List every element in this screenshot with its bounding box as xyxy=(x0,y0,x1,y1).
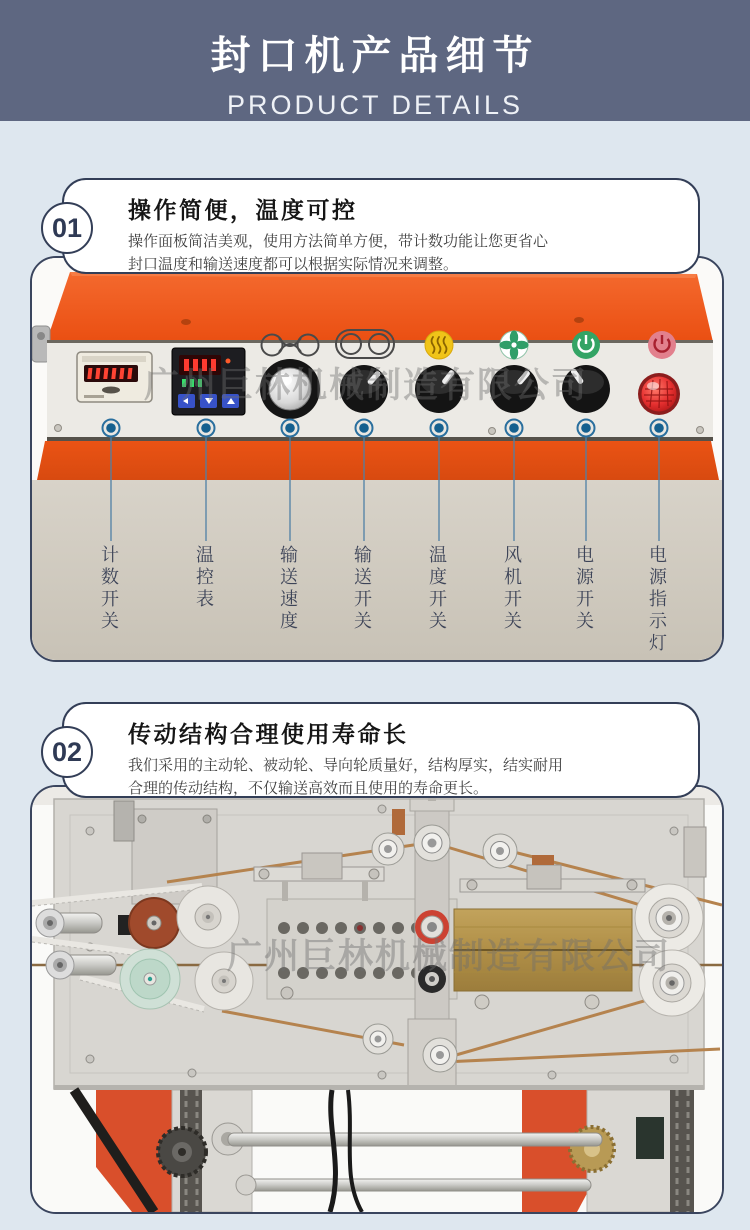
machine-front-lip xyxy=(37,441,719,480)
right-wheel-upper xyxy=(635,884,703,952)
section-02-desc-line2: 合理的传动结构，不仅输送高效而且使用的寿命更长。 xyxy=(128,780,489,797)
callout-label-conveyor-speed: 输送速度 xyxy=(278,545,298,633)
transmission-illustration xyxy=(32,787,722,1212)
power-switch-knob xyxy=(562,365,610,413)
section-02-desc-line1: 我们采用的主动轮、被动轮、导向轮质量好，结构厚实，结实耐用 xyxy=(128,757,564,774)
callout-label-power-switch: 电源开关 xyxy=(574,545,594,633)
section-01-desc-line1: 操作面板简洁美观，使用方法简单方便，带计数功能让您更省心 xyxy=(128,233,549,250)
section-02-desc xyxy=(128,754,680,800)
watermark: 广州巨林机械制造有限公司 xyxy=(144,366,589,405)
page-header xyxy=(0,0,750,121)
temperature-switch-knob xyxy=(415,365,463,413)
callout-label-temp-switch: 温度开关 xyxy=(427,545,447,633)
transmission-photo xyxy=(30,785,724,1214)
driven-wheel-green xyxy=(120,949,180,1009)
section-01-badge: 01 xyxy=(41,202,93,254)
machine-body xyxy=(32,480,722,660)
section-01-desc-line2: 封口温度和输送速度都可以根据实际情况来调整。 xyxy=(128,256,459,273)
callout-label-power-indicator: 电源指示灯 xyxy=(647,545,667,655)
roller-shaft-lower xyxy=(246,1179,591,1191)
section-01-title: 操作简便，温度可控 xyxy=(128,197,358,223)
guide-wheel-upper xyxy=(177,886,239,948)
conveyor-switch-knob xyxy=(340,365,388,413)
control-panel-illustration xyxy=(32,258,722,660)
callout-label-conveyor-switch: 输送开关 xyxy=(352,545,372,633)
temperature-controller xyxy=(172,348,245,415)
plate-shadow xyxy=(54,1085,704,1090)
watermark: 广州巨林机械制造有限公司 xyxy=(227,937,672,976)
section-02-title: 传动结构合理使用寿命长 xyxy=(128,721,409,747)
right-edge-bracket xyxy=(684,827,706,877)
callout-label-temp-controller: 温控表 xyxy=(194,545,214,611)
power-off-icon xyxy=(648,331,676,359)
bearing-dark xyxy=(418,965,446,993)
right-wheel-lower xyxy=(639,950,705,1016)
callout-label-fan-switch: 风机开关 xyxy=(502,545,522,633)
fan-icon xyxy=(500,331,529,360)
page-subtitle: PRODUCT DETAILS xyxy=(226,90,524,120)
roller-shaft-upper xyxy=(228,1133,602,1146)
guide-wheel-lower xyxy=(195,952,253,1010)
control-panel-photo xyxy=(30,256,724,662)
power-on-icon xyxy=(572,331,600,359)
section-02-card xyxy=(62,702,700,798)
callout-label-counter-switch: 计数开关 xyxy=(99,545,119,633)
counter-display xyxy=(77,352,152,402)
fan-switch-knob xyxy=(490,365,538,413)
section-01-card xyxy=(62,178,700,274)
section-02-badge: 02 xyxy=(41,726,93,778)
tensioner-block xyxy=(636,1117,664,1159)
tension-pulley-red xyxy=(415,910,449,944)
machine-top-cover xyxy=(47,272,713,342)
chain-right xyxy=(670,1090,694,1212)
page-title: 封口机产品细节 xyxy=(210,34,540,78)
heat-icon xyxy=(425,331,453,359)
section-01-desc xyxy=(128,230,680,276)
speed-knob xyxy=(260,359,320,419)
drive-wheel-red xyxy=(129,898,179,948)
power-indicator-lamp xyxy=(638,373,680,415)
controller-buttons xyxy=(178,394,239,408)
